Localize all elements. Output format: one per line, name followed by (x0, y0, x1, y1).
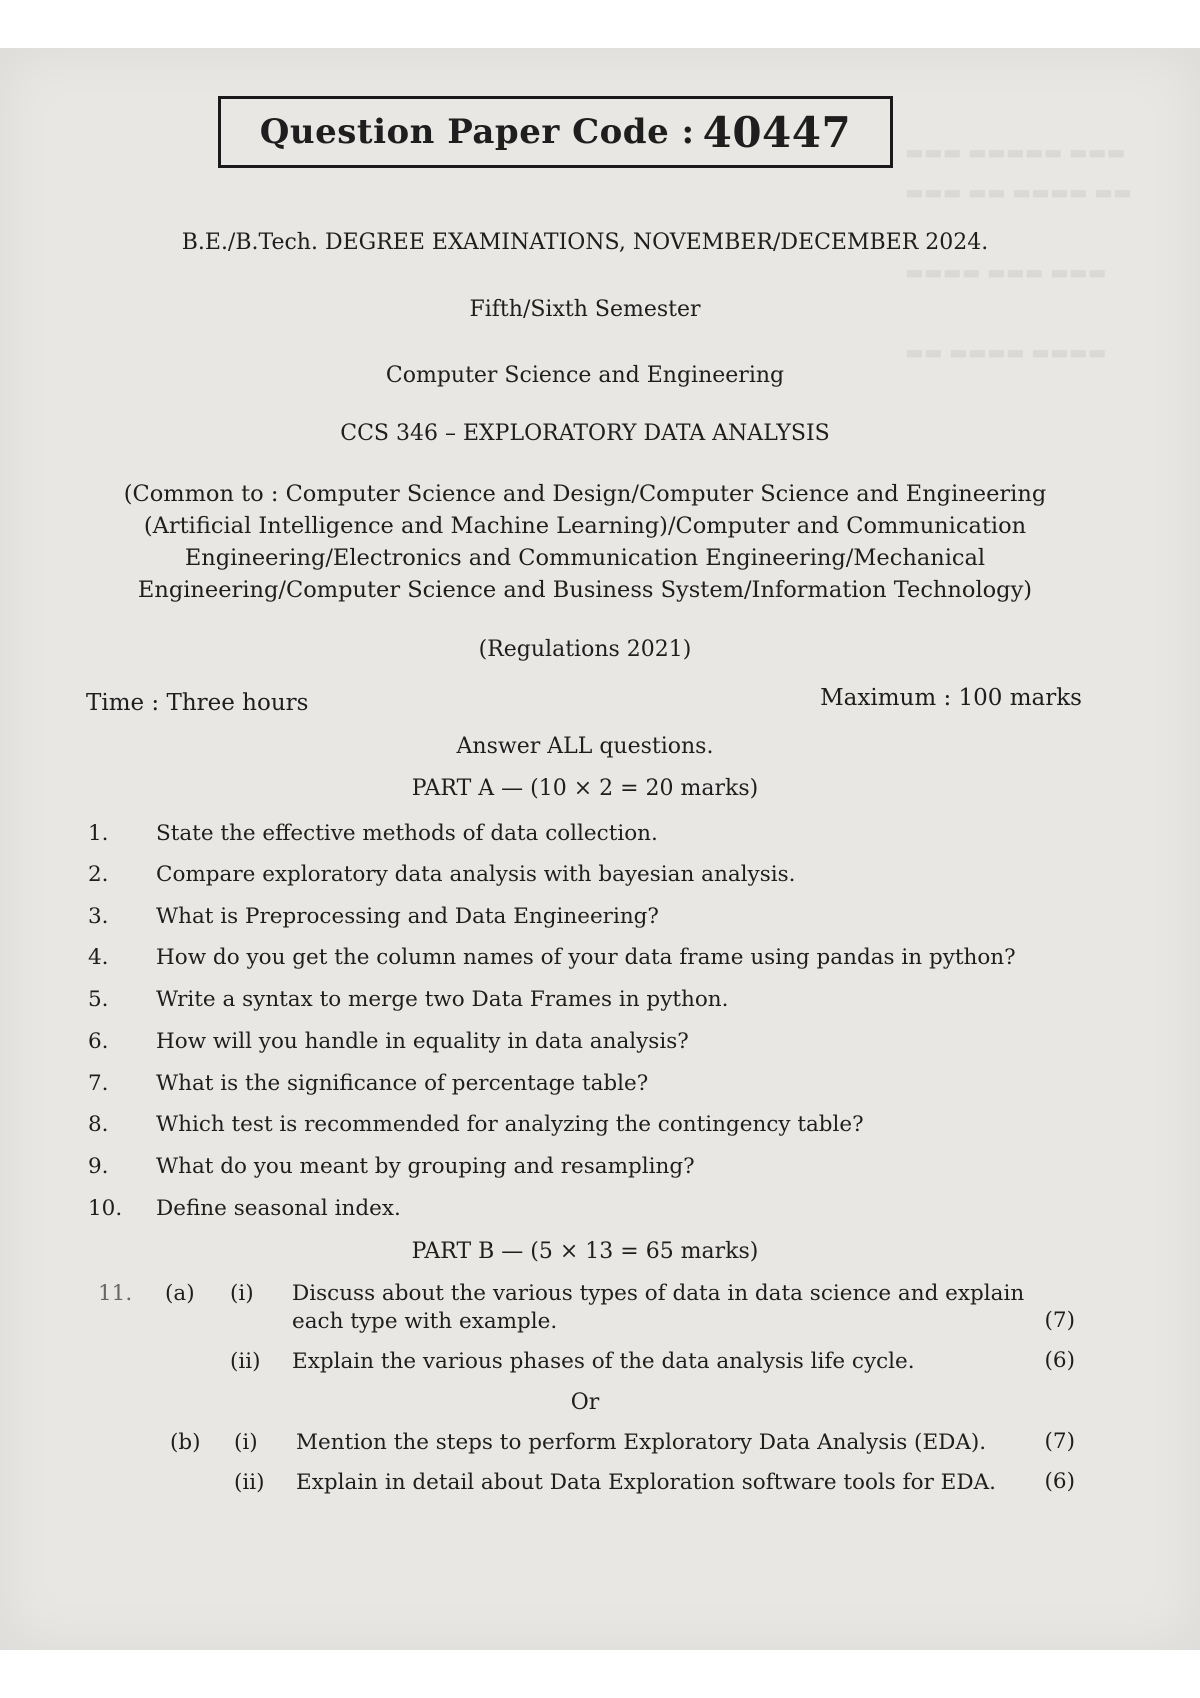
bleed-through-shadow: ▬▬▬ ▬▬▬▬▬ ▬▬▬ (905, 140, 1126, 164)
question-text: State the effective methods of data collection. (156, 821, 658, 846)
question-item (88, 987, 1078, 1012)
part-label: (i) (234, 1430, 258, 1455)
question-text: Discuss about the various types of data in data science and explain each type with example. (292, 1281, 1025, 1334)
question-number: 9. (88, 1154, 109, 1179)
instruction: Answer ALL questions. (456, 734, 714, 759)
question-text: Compare exploratory data analysis with bayesian analysis. (156, 862, 796, 887)
question-text: What is Preprocessing and Data Engineering? (156, 904, 659, 929)
part-label: (ii) (230, 1349, 261, 1374)
part-b-title: PART B — (5 × 13 = 65 marks) (411, 1239, 759, 1264)
exam-title: B.E./B.Tech. DEGREE EXAMINATIONS, NOVEMBER/DECEMBER 2024. (181, 230, 989, 255)
semester: Fifth/Sixth Semester (469, 297, 701, 322)
question-item (88, 1112, 1078, 1137)
question-item (88, 904, 1078, 929)
question-text: Explain in detail about Data Exploration software tools for EDA. (296, 1470, 996, 1495)
question-number: 5. (88, 987, 109, 1012)
subquestion-label: (a) (165, 1281, 195, 1306)
question-text: How do you get the column names of your data frame using pandas in python? (156, 945, 1016, 970)
question-item (88, 1029, 1078, 1054)
paper-code-number: 40447 (702, 107, 852, 157)
question-number: 3. (88, 904, 109, 929)
question-number: 6. (88, 1029, 109, 1054)
bleed-through-shadow: ▬▬▬ ▬▬ ▬▬▬▬ ▬▬ (905, 180, 1132, 204)
question-item (88, 945, 1078, 970)
course-title: CCS 346 – EXPLORATORY DATA ANALYSIS (340, 421, 830, 446)
question-text: Which test is recommended for analyzing the contingency table? (156, 1112, 864, 1137)
question-text: What do you meant by grouping and resampling? (156, 1154, 695, 1179)
department: Computer Science and Engineering (385, 363, 785, 388)
regulations: (Regulations 2021) (478, 637, 692, 662)
part-label: (i) (230, 1281, 254, 1306)
question-text: Write a syntax to merge two Data Frames in python. (156, 987, 729, 1012)
question-text: Mention the steps to perform Exploratory Data Analysis (EDA). (296, 1430, 987, 1455)
marks: (6) (1044, 1469, 1075, 1494)
marks: (7) (1044, 1308, 1075, 1333)
or-separator: Or (570, 1390, 600, 1415)
question-number: 10. (88, 1196, 123, 1221)
common-to-note: (Common to : Computer Science and Design/Computer Science and Engineering (Artificial Intelligence and Machine Learning)/Computer and Communication Engineering/Electronics and Communication Engineering/Mechanical Engineering/Computer Science and Business System/Information Technology) (123, 481, 1047, 603)
marks: (6) (1044, 1348, 1075, 1373)
subquestion-label: (b) (170, 1430, 201, 1455)
question-text: Define seasonal index. (156, 1196, 401, 1221)
question-number: 1. (88, 821, 109, 846)
question-item (88, 1196, 1078, 1221)
question-text: Explain the various phases of the data analysis life cycle. (292, 1349, 915, 1374)
part-a-title: PART A — (10 × 2 = 20 marks) (411, 776, 759, 801)
question-text: How will you handle in equality in data analysis? (156, 1029, 689, 1054)
time-allowed: Time : Three hours (86, 690, 309, 716)
question-paper-code-box (218, 96, 893, 168)
bleed-through-shadow: ▬▬▬▬ ▬▬▬ ▬▬▬ (905, 260, 1107, 284)
part-label: (ii) (234, 1470, 265, 1495)
question-item (88, 821, 1078, 846)
question-number: 7. (88, 1071, 109, 1096)
question-number: 8. (88, 1112, 109, 1137)
question-number: 11. (98, 1281, 133, 1306)
question-number: 2. (88, 862, 109, 887)
question-item (88, 862, 1078, 887)
question-item (88, 1154, 1078, 1179)
paper-code-label: Question Paper Code : (259, 112, 695, 152)
bleed-through-shadow: ▬▬ ▬▬▬▬ ▬▬▬▬ (905, 340, 1107, 364)
maximum-marks: Maximum : 100 marks (820, 685, 1082, 711)
question-item (88, 1071, 1078, 1096)
question-number: 4. (88, 945, 109, 970)
question-text: What is the significance of percentage table? (156, 1071, 649, 1096)
marks: (7) (1044, 1429, 1075, 1454)
